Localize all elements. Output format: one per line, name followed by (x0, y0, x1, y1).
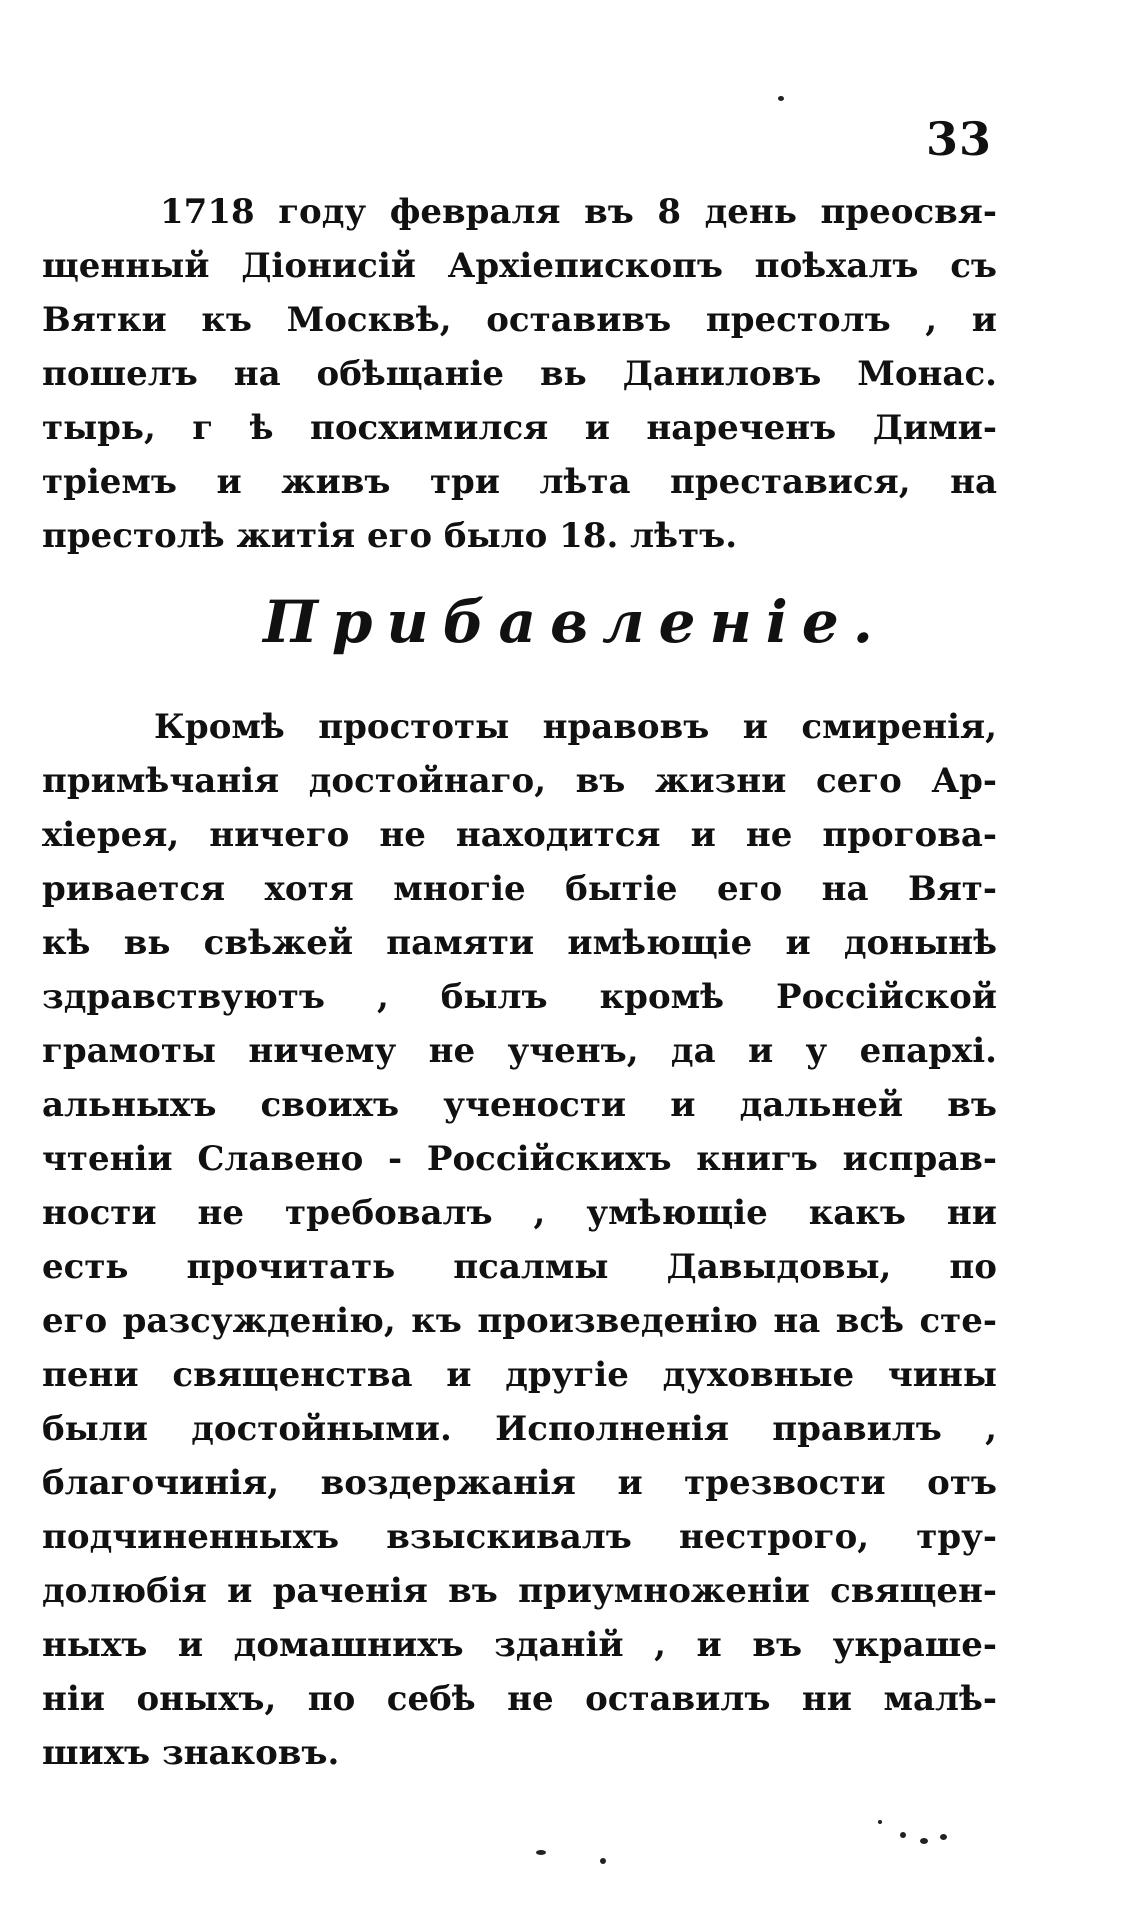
text-line: примѣчанія достойнаго, въ жизни сего Ар- (42, 761, 997, 801)
print-speck (940, 1834, 947, 1840)
print-speck (900, 1832, 906, 1838)
text-line: были достойными. Исполненія правилъ , (42, 1409, 997, 1449)
print-speck (600, 1858, 606, 1864)
text-line: его разсужденію, къ произведенію на всѣ сте- (42, 1301, 997, 1341)
text-line: Вятки къ Москвѣ, оставивъ престолъ , и (42, 300, 997, 340)
text-line: щенный Діонисій Архіепископъ поѣхалъ съ (42, 246, 997, 286)
text-line: Кромѣ простоты нравовъ и смиренія, (154, 707, 997, 747)
text-line: 1718 году февраля въ 8 день преосвя- (160, 192, 997, 232)
text-line: пошелъ на обѣщаніе вь Даниловъ Монас. (42, 354, 997, 394)
paragraph-1 (42, 185, 997, 563)
text-line: ніи оныхъ, по себѣ не оставилъ ни малѣ- (42, 1679, 997, 1719)
text-line: ныхъ и домашнихъ зданій , и въ украше- (42, 1625, 997, 1665)
text-line: престолѣ житія его было 18. лѣтъ. (42, 516, 738, 556)
text-line: долюбія и раченія въ приумноженіи священ- (42, 1571, 997, 1611)
text-line: благочинія, воздержанія и трезвости отъ (42, 1463, 997, 1503)
print-speck (920, 1838, 928, 1844)
print-speck (878, 1820, 882, 1824)
text-line: подчиненныхъ взыскивалъ нестрого, тру- (42, 1517, 997, 1557)
text-line: альныхъ своихъ учености и дальней въ (42, 1085, 997, 1125)
text-line: грамоты ничему не ученъ, да и у епархі. (42, 1031, 997, 1071)
text-line: здравствуютъ , былъ кромѣ Россійской (42, 977, 997, 1017)
section-heading: Прибавленіе. (263, 588, 887, 656)
print-speck (778, 96, 784, 101)
text-line: пени священства и другіе духовные чины (42, 1355, 997, 1395)
text-line: шихъ знаковъ. (42, 1733, 340, 1773)
page-number: 33 (925, 112, 992, 166)
text-line: тырь, г ѣ посхимился и нареченъ Дими- (42, 408, 997, 448)
text-line: ности не требовалъ , умѣющіе какъ ни (42, 1193, 997, 1233)
text-line: хіерея, ничего не находится и не прогова- (42, 815, 997, 855)
text-line: тріемъ и живъ три лѣта преставися, на (42, 462, 997, 502)
text-line: кѣ вь свѣжей памяти имѣющіе и донынѣ (42, 923, 997, 963)
text-line: есть прочитать псалмы Давыдовы, по (42, 1247, 997, 1287)
text-line: чтеніи Славено - Россійскихъ книгъ исправ- (42, 1139, 997, 1179)
text-line: ривается хотя многіе бытіе его на Вят- (42, 869, 997, 909)
print-speck (536, 1850, 546, 1855)
paragraph-2 (42, 700, 997, 1780)
